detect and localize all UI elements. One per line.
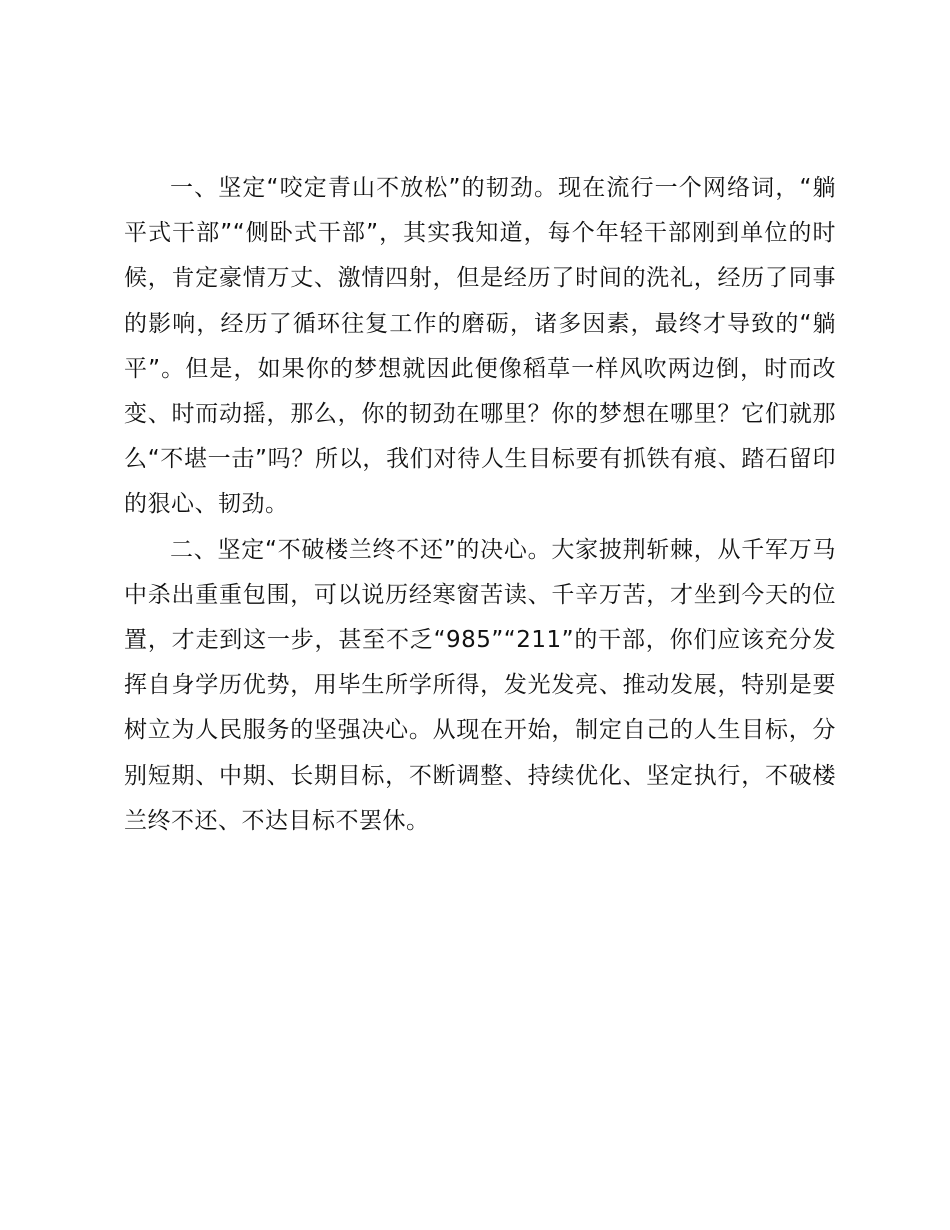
document-body	[124, 166, 836, 844]
paragraph-2: 二、坚定“不破楼兰终不还”的决心。大家披荆斩棘，从千军万马中杀出重重包围，可以说历经寒窗苦读、千辛万苦，才坐到今天的位置，才走到这一步，甚至不乏“985”“211”的干部，你们应该充分发挥自身学历优势，用毕生所学所得，发光发亮、推动发展，特别是要树立为人民服务的坚强决心。从现在开始，制定自己的人生目标，分别短期、中期、长期目标，不断调整、持续优化、坚定执行，不破楼兰终不还、不达目标不罢休。	[124, 536, 836, 834]
paragraph-1: 一、坚定“咬定青山不放松”的韧劲。现在流行一个网络词，“躺平式干部”“侧卧式干部”，其实我知道，每个年轻干部刚到单位的时候，肯定豪情万丈、激情四射，但是经历了时间的洗礼，经历了同事的影响，经历了循环往复工作的磨砺，诸多因素，最终才导致的“躺平”。但是，如果你的梦想就因此便像稻草一样风吹两边倒，时而改变、时而动摇，那么，你的韧劲在哪里？你的梦想在哪里？它们就那么“不堪一击”吗？所以，我们对待人生目标要有抓铁有痕、踏石留印的狠心、韧劲。	[124, 175, 836, 518]
